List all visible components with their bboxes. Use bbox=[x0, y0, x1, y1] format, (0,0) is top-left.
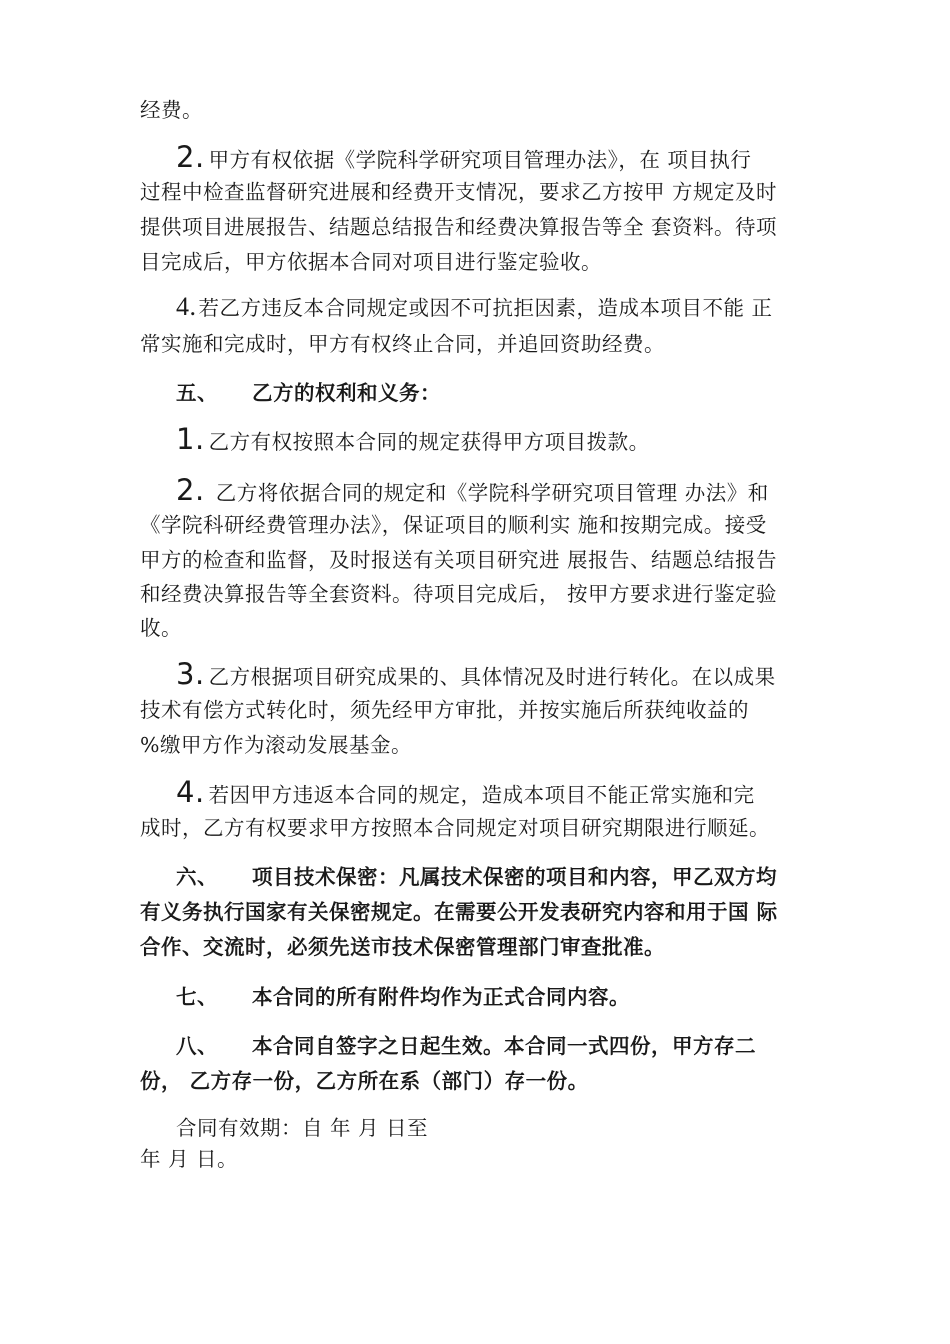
section-heading bbox=[176, 379, 866, 407]
text-line: 有义务执行国家有关保密规定。在需要公开发表研究内容和用于国 际 bbox=[140, 900, 778, 924]
validity-period-end: 年 月 日。 bbox=[140, 1147, 239, 1171]
section-number: 八、 bbox=[176, 1034, 218, 1058]
clause-item bbox=[176, 657, 866, 691]
clause-item bbox=[176, 422, 866, 456]
text-line: 若乙方违反本合同规定或因不可抗拒因素，造成本项目不能 正 bbox=[198, 296, 773, 320]
item-number: 1. bbox=[176, 422, 205, 456]
item-number: 3. bbox=[176, 657, 205, 691]
section-title: 乙方的权利和义务： bbox=[252, 381, 441, 405]
text-line: 提供项目进展报告、结题总结报告和经费决算报告等全 套资料。待项 bbox=[140, 215, 778, 239]
text-line: 合作、交流时，必须先送市技术保密管理部门审查批准。 bbox=[140, 935, 665, 959]
clause-item bbox=[176, 473, 866, 507]
text-line: 乙方有权按照本合同的规定获得甲方项目拨款。 bbox=[208, 430, 650, 454]
text-line: 收。 bbox=[140, 616, 182, 640]
text-line: 乙方将依据合同的规定和《学院科学研究项目管理 办法》和 bbox=[208, 481, 769, 505]
text-line: 常实施和完成时，甲方有权终止合同，并追回资助经费。 bbox=[140, 332, 665, 356]
text-line: 过程中检查监督研究进展和经费开支情况，要求乙方按甲 方规定及时 bbox=[140, 180, 778, 204]
text-line: 份， 乙方存一份，乙方所在系（部门）存一份。 bbox=[140, 1069, 589, 1093]
section-number: 七、 bbox=[176, 985, 218, 1009]
clause-item bbox=[176, 775, 866, 809]
section-number: 五、 bbox=[176, 381, 218, 405]
item-number: 2. bbox=[176, 473, 205, 507]
text-line: 技术有偿方式转化时，须先经甲方审批，并按实施后所获纯收益的 bbox=[140, 698, 749, 722]
item-number: 4. bbox=[176, 292, 197, 321]
text-line: 甲方有权依据《学院科学研究项目管理办法》，在 项目执行 bbox=[208, 148, 752, 172]
item-number: 4. bbox=[176, 775, 205, 809]
text-line: 目完成后，甲方依据本合同对项目进行鉴定验收。 bbox=[140, 250, 602, 274]
clause-item bbox=[176, 140, 866, 174]
section-heading bbox=[176, 1032, 866, 1060]
text-line: 若因甲方违返本合同的规定，造成本项目不能正常实施和完 bbox=[208, 783, 755, 807]
section-title: 本合同自签字之日起生效。本合同一式四份，甲方存二 bbox=[252, 1034, 756, 1058]
text-line: 乙方根据项目研究成果的、具体情况及时进行转化。在以成果 bbox=[208, 665, 776, 689]
section-title: 项目技术保密：凡属技术保密的项目和内容，甲乙双方均 bbox=[252, 865, 777, 889]
text-line: 甲方的检查和监督，及时报送有关项目研究进 展报告、结题总结报告 bbox=[140, 548, 778, 572]
text-line: %缴甲方作为滚动发展基金。 bbox=[140, 733, 412, 757]
item-number: 2. bbox=[176, 140, 205, 174]
section-number: 六、 bbox=[176, 865, 218, 889]
text-line: 和经费决算报告等全套资料。待项目完成后， 按甲方要求进行鉴定验 bbox=[140, 582, 778, 606]
section-heading bbox=[176, 863, 866, 891]
section-heading bbox=[176, 983, 866, 1011]
validity-period: 合同有效期：自 年 月 日至 bbox=[176, 1116, 429, 1140]
text-line: 成时，乙方有权要求甲方按照本合同规定对项目研究期限进行顺延。 bbox=[140, 816, 770, 840]
text-line: 《学院科研经费管理办法》，保证项目的顺利实 施和按期完成。接受 bbox=[140, 513, 767, 537]
section-title: 本合同的所有附件均作为正式合同内容。 bbox=[252, 985, 630, 1009]
clause-item bbox=[176, 293, 866, 322]
text-line: 经费。 bbox=[140, 98, 203, 122]
